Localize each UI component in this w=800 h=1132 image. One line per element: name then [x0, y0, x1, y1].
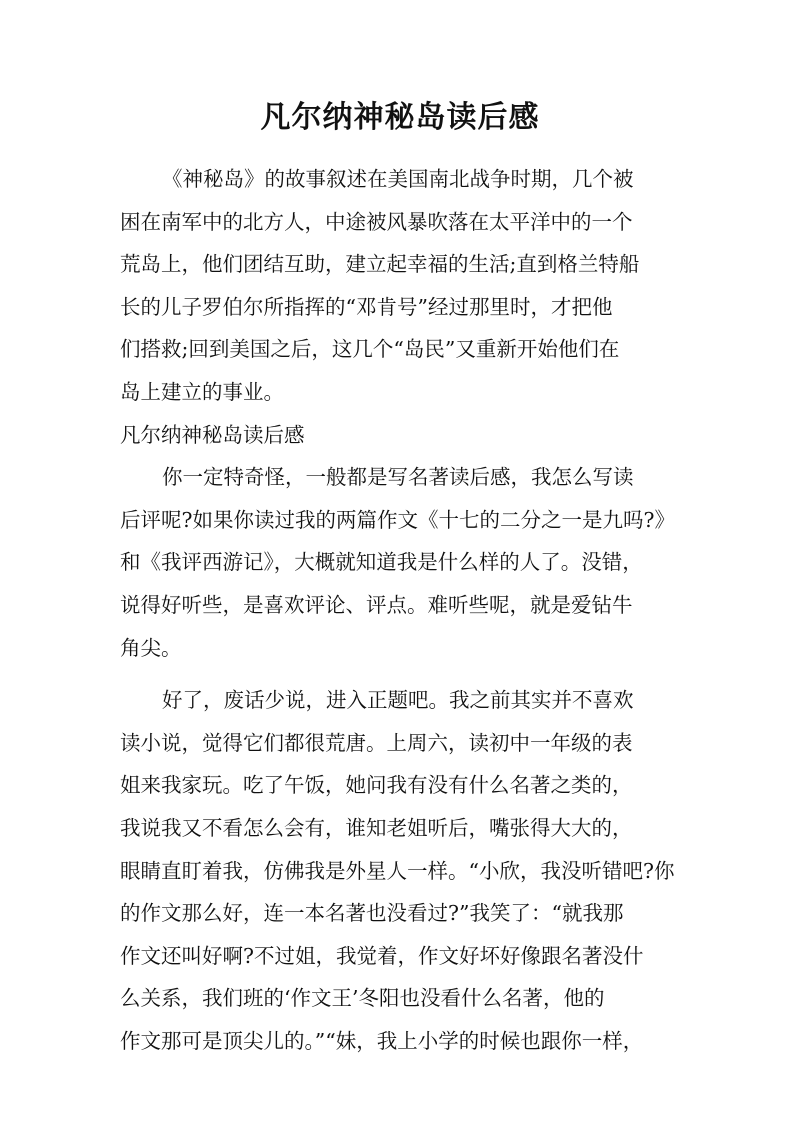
paragraph-2-line-2: 后评呢?如果你读过我的两篇作文《十七的二分之一是九吗?》: [120, 507, 675, 532]
paragraph-1-line-2: 困在南军中的北方人，中途被风暴吹落在太平洋中的一个: [120, 209, 633, 234]
paragraph-1-line-3: 荒岛上，他们团结互助，建立起幸福的生活;直到格兰特船: [120, 252, 640, 277]
paragraph-3-line-3: 姐来我家玩。吃了午饭，她问我有没有什么名著之类的，: [120, 773, 633, 798]
paragraph-1-line-6: 岛上建立的事业。: [120, 379, 284, 404]
paragraph-3-line-7: 作文还叫好啊?不过姐，我觉着，作文好坏好像跟名著没什: [120, 943, 644, 968]
paragraph-3-line-5: 眼睛直盯着我，仿佛我是外星人一样。“小欣，我没听错吧?你: [120, 858, 675, 883]
section-subtitle: 凡尔纳神秘岛读后感: [120, 422, 305, 447]
paragraph-spacer: [120, 669, 720, 679]
document-body: [120, 158, 720, 1062]
paragraph-3-line-9: 作文那可是顶尖儿的。”“妹，我上小学的时候也跟你一样，: [120, 1028, 644, 1053]
paragraph-3-line-2: 读小说，觉得它们都很荒唐。上周六，读初中一年级的表: [120, 730, 633, 755]
paragraph-1-line-4: 长的儿子罗伯尔所指挥的“邓肯号”经过那里时，才把他: [120, 294, 613, 319]
paragraph-2-line-1: 你一定特奇怪，一般都是写名著读后感，我怎么写读: [162, 465, 634, 490]
paragraph-2-line-5: 角尖。: [120, 635, 182, 660]
paragraph-3-line-4: 我说我又不看怎么会有，谁知老姐听后，嘴张得大大的，: [120, 815, 633, 840]
paragraph-3-line-1: 好了，废话少说，进入正题吧。我之前其实并不喜欢: [162, 688, 634, 713]
paragraph-1-line-5: 们搭救;回到美国之后，这几个“岛民”又重新开始他们在: [120, 337, 620, 362]
paragraph-1-line-1: 《神秘岛》的故事叙述在美国南北战争时期，几个被: [162, 167, 634, 191]
paragraph-2-line-4: 说得好听些，是喜欢评论、评点。难听些呢，就是爱钻牛: [120, 592, 633, 617]
document-title: 凡尔纳神秘岛读后感: [260, 100, 540, 135]
paragraph-3-line-8: 么关系，我们班的‘作文王’冬阳也没看什么名著，他的: [120, 986, 605, 1011]
paragraph-2-line-3: 和《我评西游记》，大概就知道我是什么样的人了。没错，: [120, 550, 643, 575]
paragraph-3-line-6: 的作文那么好，连一本名著也没看过?”我笑了：“就我那: [120, 901, 624, 926]
